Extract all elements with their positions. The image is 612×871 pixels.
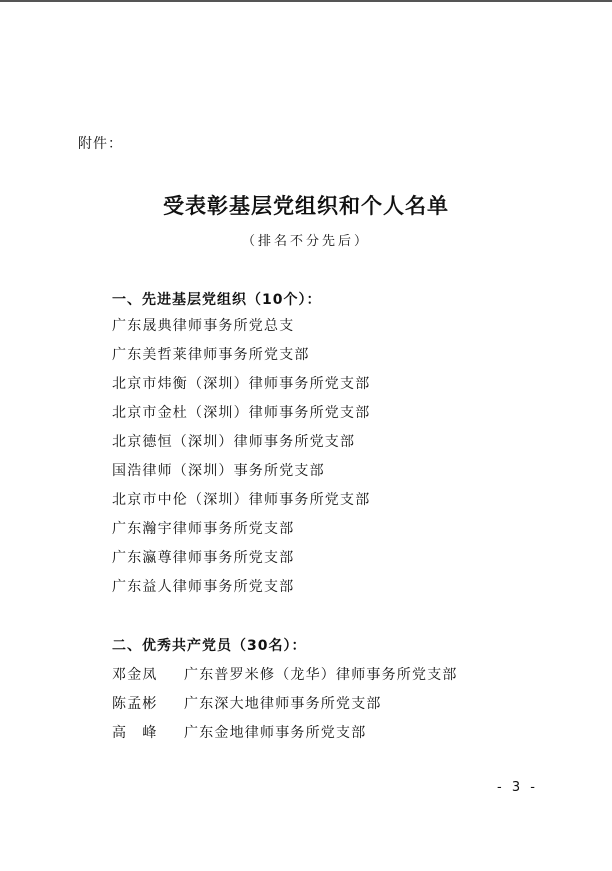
page-number: - 3 - (497, 780, 538, 795)
list-item: 北京德恒（深圳）律师事务所党支部 (112, 434, 356, 450)
list-item: 广东美哲莱律师事务所党支部 (112, 347, 310, 363)
organization-list (112, 318, 370, 608)
top-border-line (0, 0, 612, 2)
member-row (112, 664, 458, 693)
member-row (112, 693, 458, 722)
member-name: 高 峰 (112, 725, 158, 741)
member-row (112, 722, 458, 751)
list-item: 广东晟典律师事务所党总支 (112, 318, 295, 334)
member-organization: 广东普罗米修（龙华）律师事务所党支部 (184, 667, 458, 683)
list-item: 广东瀚宇律师事务所党支部 (112, 521, 295, 537)
document-title: 受表彰基层党组织和个人名单 (163, 193, 449, 218)
member-name: 邓金凤 (112, 667, 158, 683)
attachment-label: 附件： (78, 136, 123, 152)
section-heading-outstanding-members: 二、优秀共产党员（30名）： (112, 638, 307, 654)
member-organization: 广东金地律师事务所党支部 (184, 725, 367, 741)
section-heading-advanced-organizations: 一、先进基层党组织（10个）： (112, 292, 322, 308)
member-name: 陈孟彬 (112, 696, 158, 712)
document-subtitle: （排名不分先后） (241, 234, 370, 249)
list-item: 国浩律师（深圳）事务所党支部 (112, 463, 325, 479)
list-item: 北京市中伦（深圳）律师事务所党支部 (112, 492, 371, 508)
list-item: 广东瀛尊律师事务所党支部 (112, 550, 295, 566)
list-item: 北京市金杜（深圳）律师事务所党支部 (112, 405, 371, 421)
list-item: 北京市炜衡（深圳）律师事务所党支部 (112, 376, 371, 392)
member-organization: 广东深大地律师事务所党支部 (184, 696, 382, 712)
list-item: 广东益人律师事务所党支部 (112, 579, 295, 595)
member-list (112, 664, 458, 751)
